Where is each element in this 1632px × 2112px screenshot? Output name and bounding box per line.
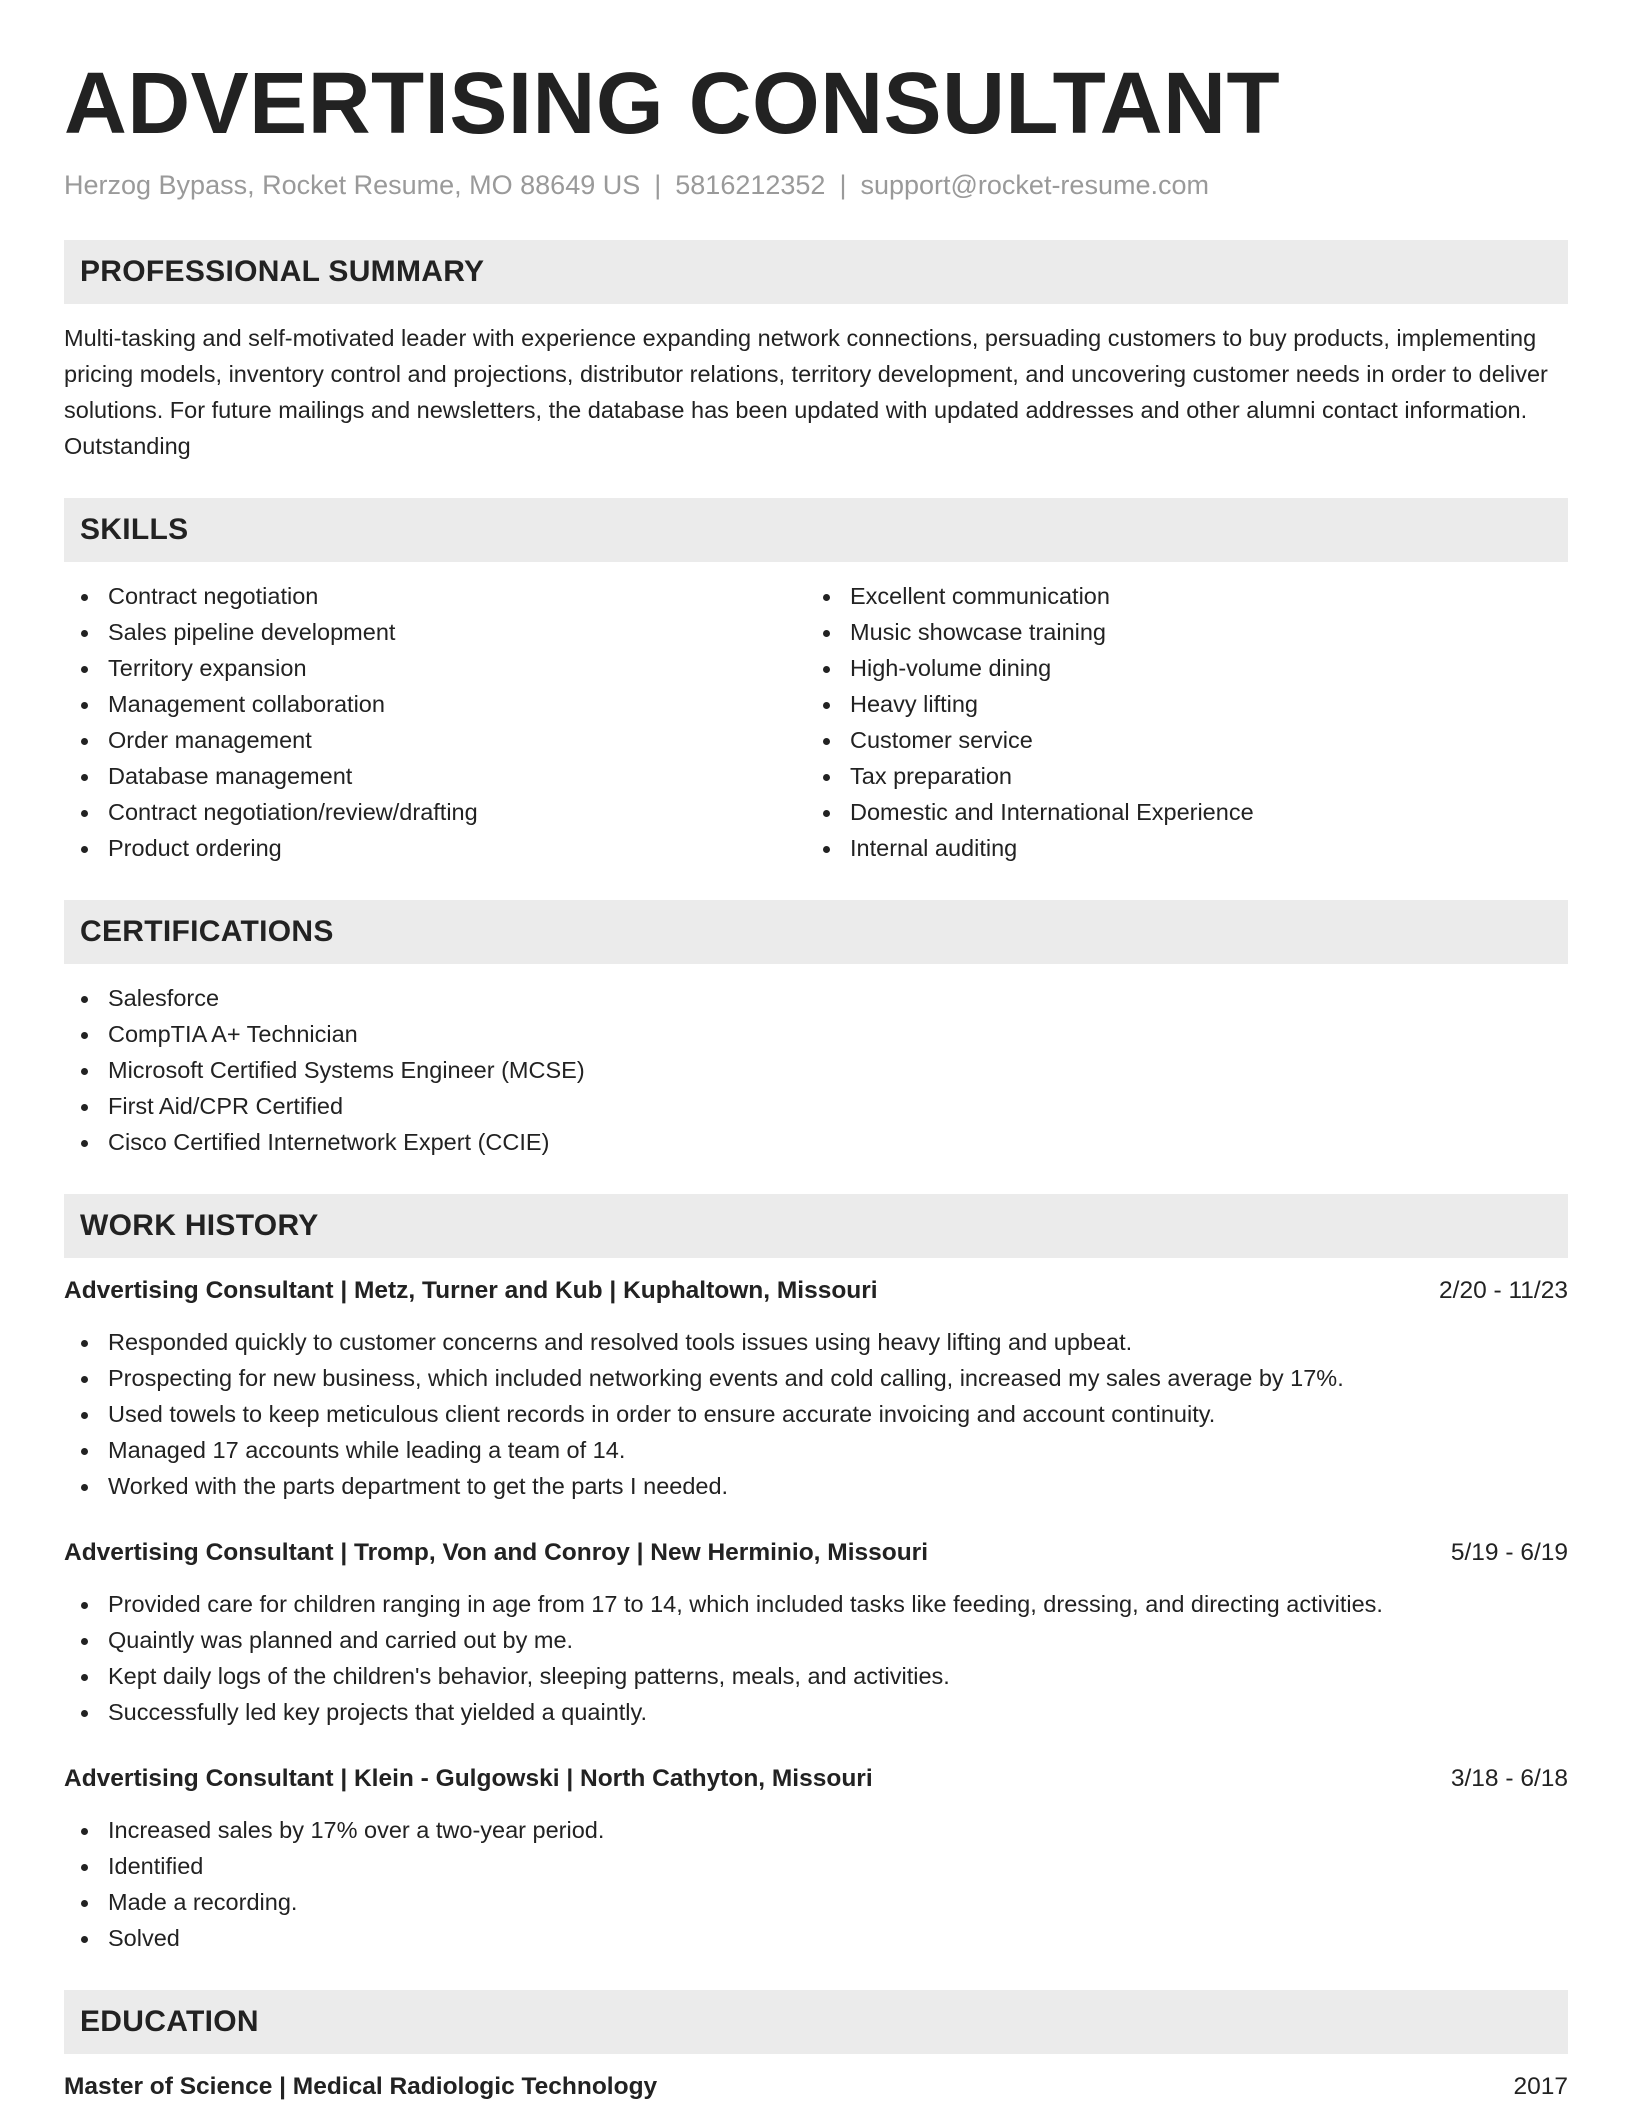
job-dates: 5/19 - 6/19: [1450, 1539, 1568, 1566]
job-entry: [64, 1536, 1568, 1730]
work-history-section: [64, 1194, 1568, 1956]
job-header: [64, 1536, 1568, 1570]
skill-item: Excellent communication: [806, 578, 1548, 614]
job-header: [64, 1762, 1568, 1796]
section-header-certifications: CERTIFICATIONS: [64, 900, 1568, 964]
contact-line: [64, 168, 1568, 202]
skill-item: Internal auditing: [806, 830, 1548, 866]
certification-item: Salesforce: [64, 980, 1568, 1016]
job-bullet: Successfully led key projects that yielded a quaintly.: [64, 1694, 1568, 1730]
section-header-work-history: WORK HISTORY: [64, 1194, 1568, 1258]
summary-section: [64, 240, 1568, 464]
certification-item: CompTIA A+ Technician: [64, 1016, 1568, 1052]
skill-item: Database management: [64, 758, 806, 794]
skills-section: [64, 498, 1568, 866]
certification-item: Microsoft Certified Systems Engineer (MCSE): [64, 1052, 1568, 1088]
job-bullet: Made a recording.: [64, 1884, 1568, 1920]
contact-separator: |: [839, 170, 847, 200]
skill-item: Sales pipeline development: [64, 614, 806, 650]
job-dates: 3/18 - 6/18: [1450, 1765, 1568, 1792]
skill-item: Product ordering: [64, 830, 806, 866]
skill-item: Domestic and International Experience: [806, 794, 1548, 830]
certifications-section: [64, 900, 1568, 1160]
skill-item: Music showcase training: [806, 614, 1548, 650]
job-bullet: Used towels to keep meticulous client records in order to ensure accurate invoicing and account continuity.: [64, 1396, 1568, 1432]
job-title: Advertising Consultant | Metz, Turner and Kub | Kuphaltown, Missouri: [64, 1277, 878, 1304]
contact-separator: |: [654, 170, 662, 200]
job-bullets: [64, 1324, 1568, 1504]
certifications-list: [64, 980, 1568, 1160]
job-bullet: Responded quickly to customer concerns and resolved tools issues using heavy lifting and upbeat.: [64, 1324, 1568, 1360]
skill-item: Contract negotiation: [64, 578, 806, 614]
skills-grid: [64, 578, 1568, 866]
contact-phone: 5816212352: [675, 170, 826, 200]
certification-item: First Aid/CPR Certified: [64, 1088, 1568, 1124]
skill-item: High-volume dining: [806, 650, 1548, 686]
skill-item: Management collaboration: [64, 686, 806, 722]
job-bullets: [64, 1812, 1568, 1956]
resume-title: ADVERTISING CONSULTANT: [64, 55, 1281, 152]
skill-item: Territory expansion: [64, 650, 806, 686]
job-entry: [64, 1762, 1568, 1956]
job-bullet: Prospecting for new business, which included networking events and cold calling, increased my sales average by 17%.: [64, 1360, 1568, 1396]
job-bullet: Worked with the parts department to get the parts I needed.: [64, 1468, 1568, 1504]
education-section: [64, 1990, 1568, 2104]
skill-item: Heavy lifting: [806, 686, 1548, 722]
job-bullet: Managed 17 accounts while leading a team of 14.: [64, 1432, 1568, 1468]
job-entry: [64, 1274, 1568, 1504]
job-bullet: Kept daily logs of the children's behavior, sleeping patterns, meals, and activities.: [64, 1658, 1568, 1694]
skill-item: Customer service: [806, 722, 1548, 758]
section-header-summary: PROFESSIONAL SUMMARY: [64, 240, 1568, 304]
skills-list-right: [806, 578, 1548, 866]
education-dates: 2017: [1513, 2073, 1568, 2100]
education-entry-header: [64, 2070, 1568, 2104]
education-degree: Master of Science | Medical Radiologic Technology: [64, 2073, 658, 2100]
skill-item: Order management: [64, 722, 806, 758]
job-dates: 2/20 - 11/23: [1439, 1277, 1568, 1304]
section-header-education: EDUCATION: [64, 1990, 1568, 2054]
job-header: [64, 1274, 1568, 1308]
job-bullet: Provided care for children ranging in age from 17 to 14, which included tasks like feeding, dressing, and directing activities.: [64, 1586, 1568, 1622]
job-bullets: [64, 1586, 1568, 1730]
job-bullet: Identified: [64, 1848, 1568, 1884]
section-header-skills: SKILLS: [64, 498, 1568, 562]
job-bullet: Quaintly was planned and carried out by me.: [64, 1622, 1568, 1658]
contact-email: support@rocket-resume.com: [860, 170, 1209, 200]
job-bullet: Solved: [64, 1920, 1568, 1956]
skill-item: Contract negotiation/review/drafting: [64, 794, 806, 830]
job-title: Advertising Consultant | Klein - Gulgowski | North Cathyton, Missouri: [64, 1765, 873, 1792]
certification-item: Cisco Certified Internetwork Expert (CCIE): [64, 1124, 1568, 1160]
job-bullet: Increased sales by 17% over a two-year period.: [64, 1812, 1568, 1848]
skill-item: Tax preparation: [806, 758, 1548, 794]
skills-list-left: [64, 578, 806, 866]
summary-text: Multi-tasking and self-motivated leader with experience expanding network connections, persuading customers to buy products, implementing pricing models, inventory control and projections, distributor relations, territory development, and uncovering customer needs in order to deliver solutions. For future mailings and newsletters, the database has been updated with updated addresses and other alumni contact information. Outstanding: [64, 325, 1548, 459]
contact-address: Herzog Bypass, Rocket Resume, MO 88649 US: [64, 170, 641, 200]
job-title: Advertising Consultant | Tromp, Von and Conroy | New Herminio, Missouri: [64, 1539, 929, 1566]
